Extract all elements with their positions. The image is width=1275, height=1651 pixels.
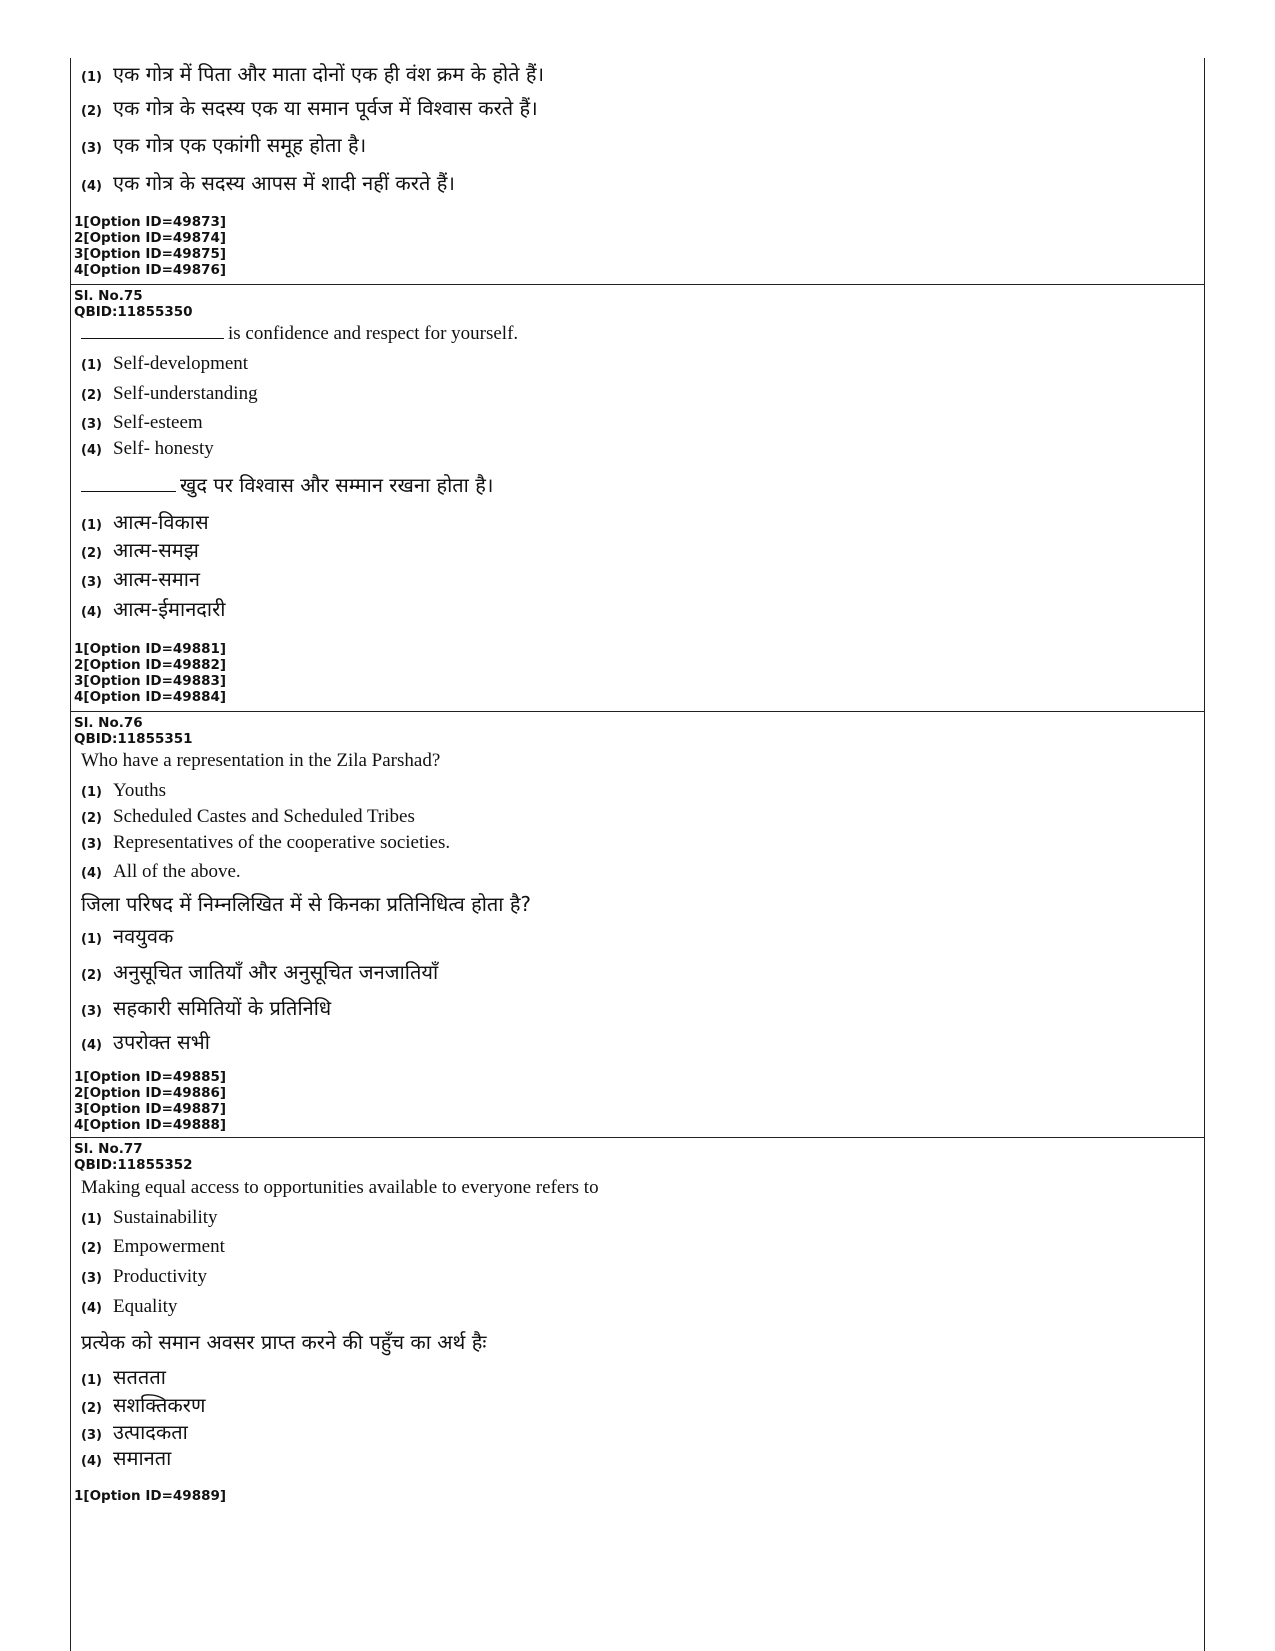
q77-option-hi-3: (3) उत्पादकता <box>81 1420 188 1444</box>
option-number: (3) <box>81 141 102 156</box>
option-id: 4[Option ID=49888] <box>74 1117 227 1133</box>
q75-option-en-3: (3) Self-esteem <box>81 412 203 433</box>
option-text: एक गोत्र के सदस्य एक या समान पूर्वज में विश्वास करते हैं। <box>113 96 538 120</box>
qbid: QBID:11855352 <box>74 1157 193 1173</box>
q75-option-ids <box>74 641 226 705</box>
q76-option-hi-1: (1) नवयुवक <box>81 924 174 948</box>
q75-question-en: is confidence and respect for yourself. <box>81 323 518 345</box>
option-id: 3[Option ID=49887] <box>74 1101 227 1117</box>
q75-option-hi-4: (4) आत्म-ईमानदारी <box>81 597 226 621</box>
q76-option-ids <box>74 1069 226 1133</box>
q76-option-hi-2: (2) अनुसूचित जातियाँ और अनुसूचित जनजातियाँ <box>81 960 439 984</box>
option-id: 4[Option ID=49876] <box>74 262 227 278</box>
q76-option-en-1: (1) Youths <box>81 780 166 801</box>
q77-option-en-3: (3) Productivity <box>81 1266 207 1287</box>
q75-option-hi-1: (1) आत्म-विकास <box>81 510 209 534</box>
q77-option-hi-4: (4) समानता <box>81 1446 172 1470</box>
q77-question-hi: प्रत्येक को समान अवसर प्राप्त करने की पहुँच का अर्थ हैः <box>81 1330 487 1354</box>
option-number: (2) <box>81 104 102 119</box>
option-id: 3[Option ID=49883] <box>74 673 227 689</box>
option-number: (4) <box>81 179 102 194</box>
q75-option-en-1: (1) Self-development <box>81 353 249 374</box>
question-sheet <box>70 58 1205 1651</box>
q75-option-hi-3: (3) आत्म-समान <box>81 567 200 591</box>
option-number: (1) <box>81 70 102 85</box>
q75-option-hi-2: (2) आत्म-समझ <box>81 538 199 562</box>
q74-option-4 <box>81 169 455 196</box>
q76-option-en-2: (2) Scheduled Castes and Scheduled Tribes <box>81 806 415 827</box>
qbid: QBID:11855351 <box>74 731 193 747</box>
q76-question-hi: जिला परिषद में निम्नलिखित में से किनका प्रतिनिधित्व होता है? <box>81 892 532 916</box>
serial-number: Sl. No.76 <box>74 715 143 731</box>
q76-option-hi-4: (4) उपरोक्त सभी <box>81 1030 210 1054</box>
q76-option-en-4: (4) All of the above. <box>81 861 241 882</box>
option-id: 2[Option ID=49882] <box>74 657 227 673</box>
q74-option-1 <box>81 60 544 87</box>
serial-number: Sl. No.75 <box>74 288 143 304</box>
option-text: एक गोत्र के सदस्य आपस में शादी नहीं करते हैं। <box>113 171 455 195</box>
qbid: QBID:11855350 <box>74 304 193 320</box>
option-id: 2[Option ID=49874] <box>74 230 227 246</box>
q77-option-en-1: (1) Sustainability <box>81 1207 218 1228</box>
q76-option-hi-3: (3) सहकारी समितियों के प्रतिनिधि <box>81 996 332 1020</box>
option-id: 2[Option ID=49886] <box>74 1085 227 1101</box>
section-divider <box>71 284 1204 285</box>
option-id: 3[Option ID=49875] <box>74 246 227 262</box>
section-divider <box>71 1137 1204 1138</box>
option-id: 4[Option ID=49884] <box>74 689 227 705</box>
q75-option-en-4: (4) Self- honesty <box>81 438 214 459</box>
q76-header <box>74 715 193 747</box>
q77-option-hi-2: (2) सशक्तिकरण <box>81 1393 206 1417</box>
q77-question-en: Making equal access to opportunities available to everyone refers to <box>81 1177 599 1198</box>
option-id: 1[Option ID=49881] <box>74 641 227 657</box>
q74-option-3 <box>81 131 366 158</box>
q76-question-en: Who have a representation in the Zila Parshad? <box>81 750 441 771</box>
answer-blank <box>81 490 176 492</box>
q75-header <box>74 288 193 320</box>
section-divider <box>71 711 1204 712</box>
q77-option-en-4: (4) Equality <box>81 1296 178 1317</box>
answer-blank <box>81 337 224 339</box>
option-id: 1[Option ID=49885] <box>74 1069 227 1085</box>
q76-option-en-3: (3) Representatives of the cooperative societies. <box>81 832 451 853</box>
q74-option-2 <box>81 94 538 121</box>
option-id: 1[Option ID=49873] <box>74 214 227 230</box>
option-id: 1[Option ID=49889] <box>74 1488 227 1504</box>
option-text: एक गोत्र में पिता और माता दोनों एक ही वंश क्रम के होते हैं। <box>113 62 545 86</box>
q75-option-en-2: (2) Self-understanding <box>81 383 258 404</box>
serial-number: Sl. No.77 <box>74 1141 143 1157</box>
option-text: एक गोत्र एक एकांगी समूह होता है। <box>113 133 367 157</box>
q77-option-ids <box>74 1488 226 1504</box>
q77-header <box>74 1141 193 1173</box>
q75-question-hi: खुद पर विश्वास और सम्मान रखना होता है। <box>81 471 493 498</box>
q77-option-en-2: (2) Empowerment <box>81 1236 225 1257</box>
q74-option-ids <box>74 214 226 278</box>
q77-option-hi-1: (1) सततता <box>81 1365 166 1389</box>
